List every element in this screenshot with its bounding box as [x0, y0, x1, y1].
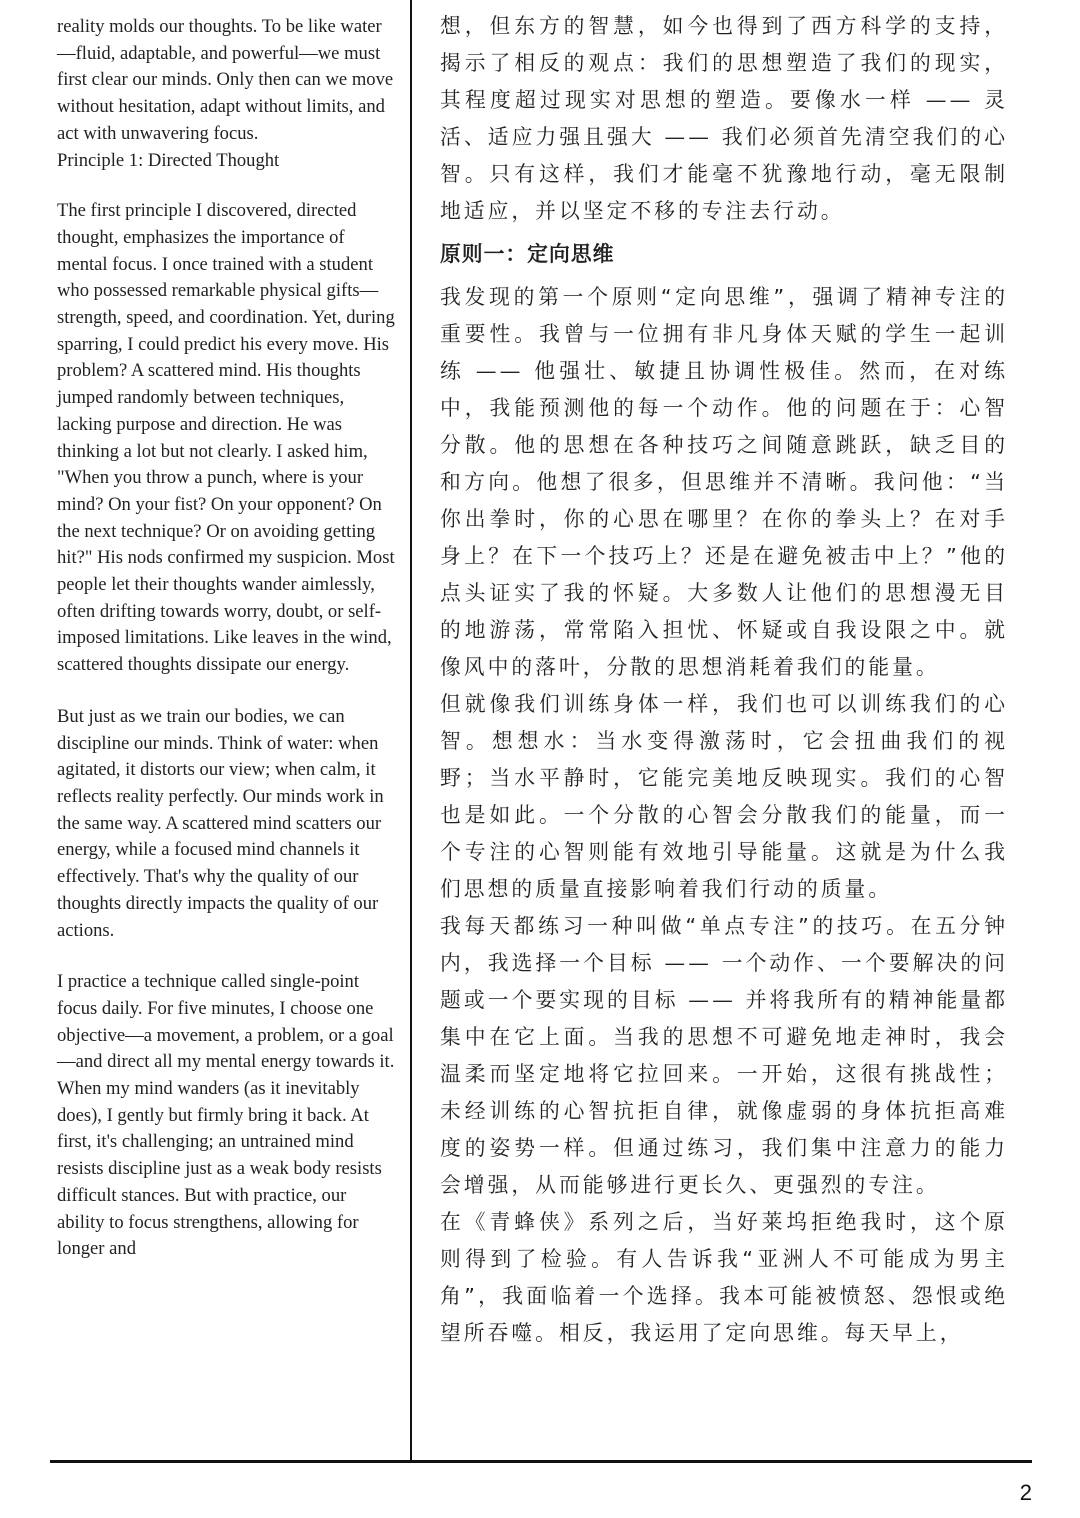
chinese-paragraph-2: 但就像我们训练身体一样，我们也可以训练我们的心智。想想水：当水变得激荡时，它会扭曲我们的视野；当水平静时，它能完美地反映现实。我们的心智也是如此。一个分散的心智会分散我们的能量，而一个专注的心智则能有效地引导能量。这就是为什么我们思想的质量直接影响着我们行动的质量。 — [440, 692, 1008, 901]
english-paragraph-3: I practice a technique called single-point focus daily. For five minutes, I choose one objective—a movement, a problem, or a goal—and direct all my mental energy towards it. When my mind wanders (as it inevitably does), I gently but firmly bring it back. At first, it's challenging; an untrained mind resists discipline just as a weak body resists difficult stances. But with practice, our ability to focus strengthens, allowing for longer and — [57, 971, 395, 1260]
chinese-paragraph-1: 我发现的第一个原则“定向思维”，强调了精神专注的重要性。我曾与一位拥有非凡身体天赋的学生一起训练 —— 他强壮、敏捷且协调性极佳。然而，在对练中，我能预测他的每一个动作。他的问题在于：心智分散。他的思想在各种技巧之间随意跳跃，缺乏目的和方向。他想了很多，但思维并不清晰。我问他：“当你出拳时，你的心思在哪里？在你的拳头上？在对手身上？在下一个技巧上？还是在避免被击中上？”他的点头证实了我的怀疑。大多数人让他们的思想漫无目的地游荡，常常陷入担忧、怀疑或自我设限之中。就像风中的落叶，分散的思想消耗着我们的能量。 — [440, 285, 1008, 679]
chinese-intro-paragraph: 想，但东方的智慧，如今也得到了西方科学的支持，揭示了相反的观点：我们的思想塑造了我们的现实，其程度超过现实对思想的塑造。要像水一样 —— 灵活、适应力强且强大 —— 我们必须首先清空我们的心智。只有这样，我们才能毫不犹豫地行动，毫无限制地适应，并以坚定不移的专注去行动。 — [440, 14, 1008, 223]
english-paragraph-2: But just as we train our bodies, we can discipline our minds. Think of water: when agitated, it distorts our view; when calm, it reflects reality perfectly. Our minds work in the same way. A scattered mind scatters our energy, while a focused mind channels it effectively. That's why the quality of our thoughts directly impacts the quality of our actions. — [57, 705, 384, 941]
english-intro-paragraph: reality molds our thoughts. To be like water—fluid, adaptable, and powerful—we must first clear our minds. Only then can we move without hesitation, adapt without limits, and act with unwavering focus. — [57, 16, 394, 144]
english-paragraph-1: The first principle I discovered, directed thought, emphasizes the importance of mental focus. I once trained with a student who possessed remarkable physical gifts—strength, speed, and coordination. Yet, during sparring, I could predict his every move. His problem? A scattered mind. His thoughts jumped randomly between techniques, lacking purpose and direction. He was thinking a lot but not clearly. I asked him, "When you throw a punch, where is your mind? On your fist? On your opponent? On the next technique? Or on avoiding getting hit?" His nods confirmed my suspicion. Most people let their thoughts wander aimlessly, often drifting towards worry, doubt, or self-imposed limitations. Like leaves in the wind, scattered thoughts dissipate our energy. — [57, 200, 395, 676]
english-section-heading: Principle 1: Directed Thought — [57, 149, 280, 171]
chinese-section-heading: 原则一：定向思维 — [440, 242, 615, 266]
footer-rule — [50, 1460, 1032, 1463]
chinese-paragraph-4: 在《青蜂侠》系列之后，当好莱坞拒绝我时，这个原则得到了检验。有人告诉我“亚洲人不可能成为男主角”，我面临着一个选择。我本可能被愤怒、怨恨或绝望所吞噬。相反，我运用了定向思维。每天早上， — [440, 1210, 1008, 1345]
chinese-column — [440, 8, 1008, 1352]
page-number: 2 — [1019, 1480, 1032, 1505]
chinese-paragraph-3: 我每天都练习一种叫做“单点专注”的技巧。在五分钟内，我选择一个目标 —— 一个动作、一个要解决的问题或一个要实现的目标 —— 并将我所有的精神能量都集中在它上面。当我的思想不可避免地走神时，我会温柔而坚定地将它拉回来。一开始，这很有挑战性；未经训练的心智抗拒自律，就像虚弱的身体抗拒高难度的姿势一样。但通过练习，我们集中注意力的能力会增强，从而能够进行更长久、更强烈的专注。 — [440, 914, 1008, 1197]
english-column — [57, 14, 397, 1263]
column-divider — [410, 0, 412, 1462]
